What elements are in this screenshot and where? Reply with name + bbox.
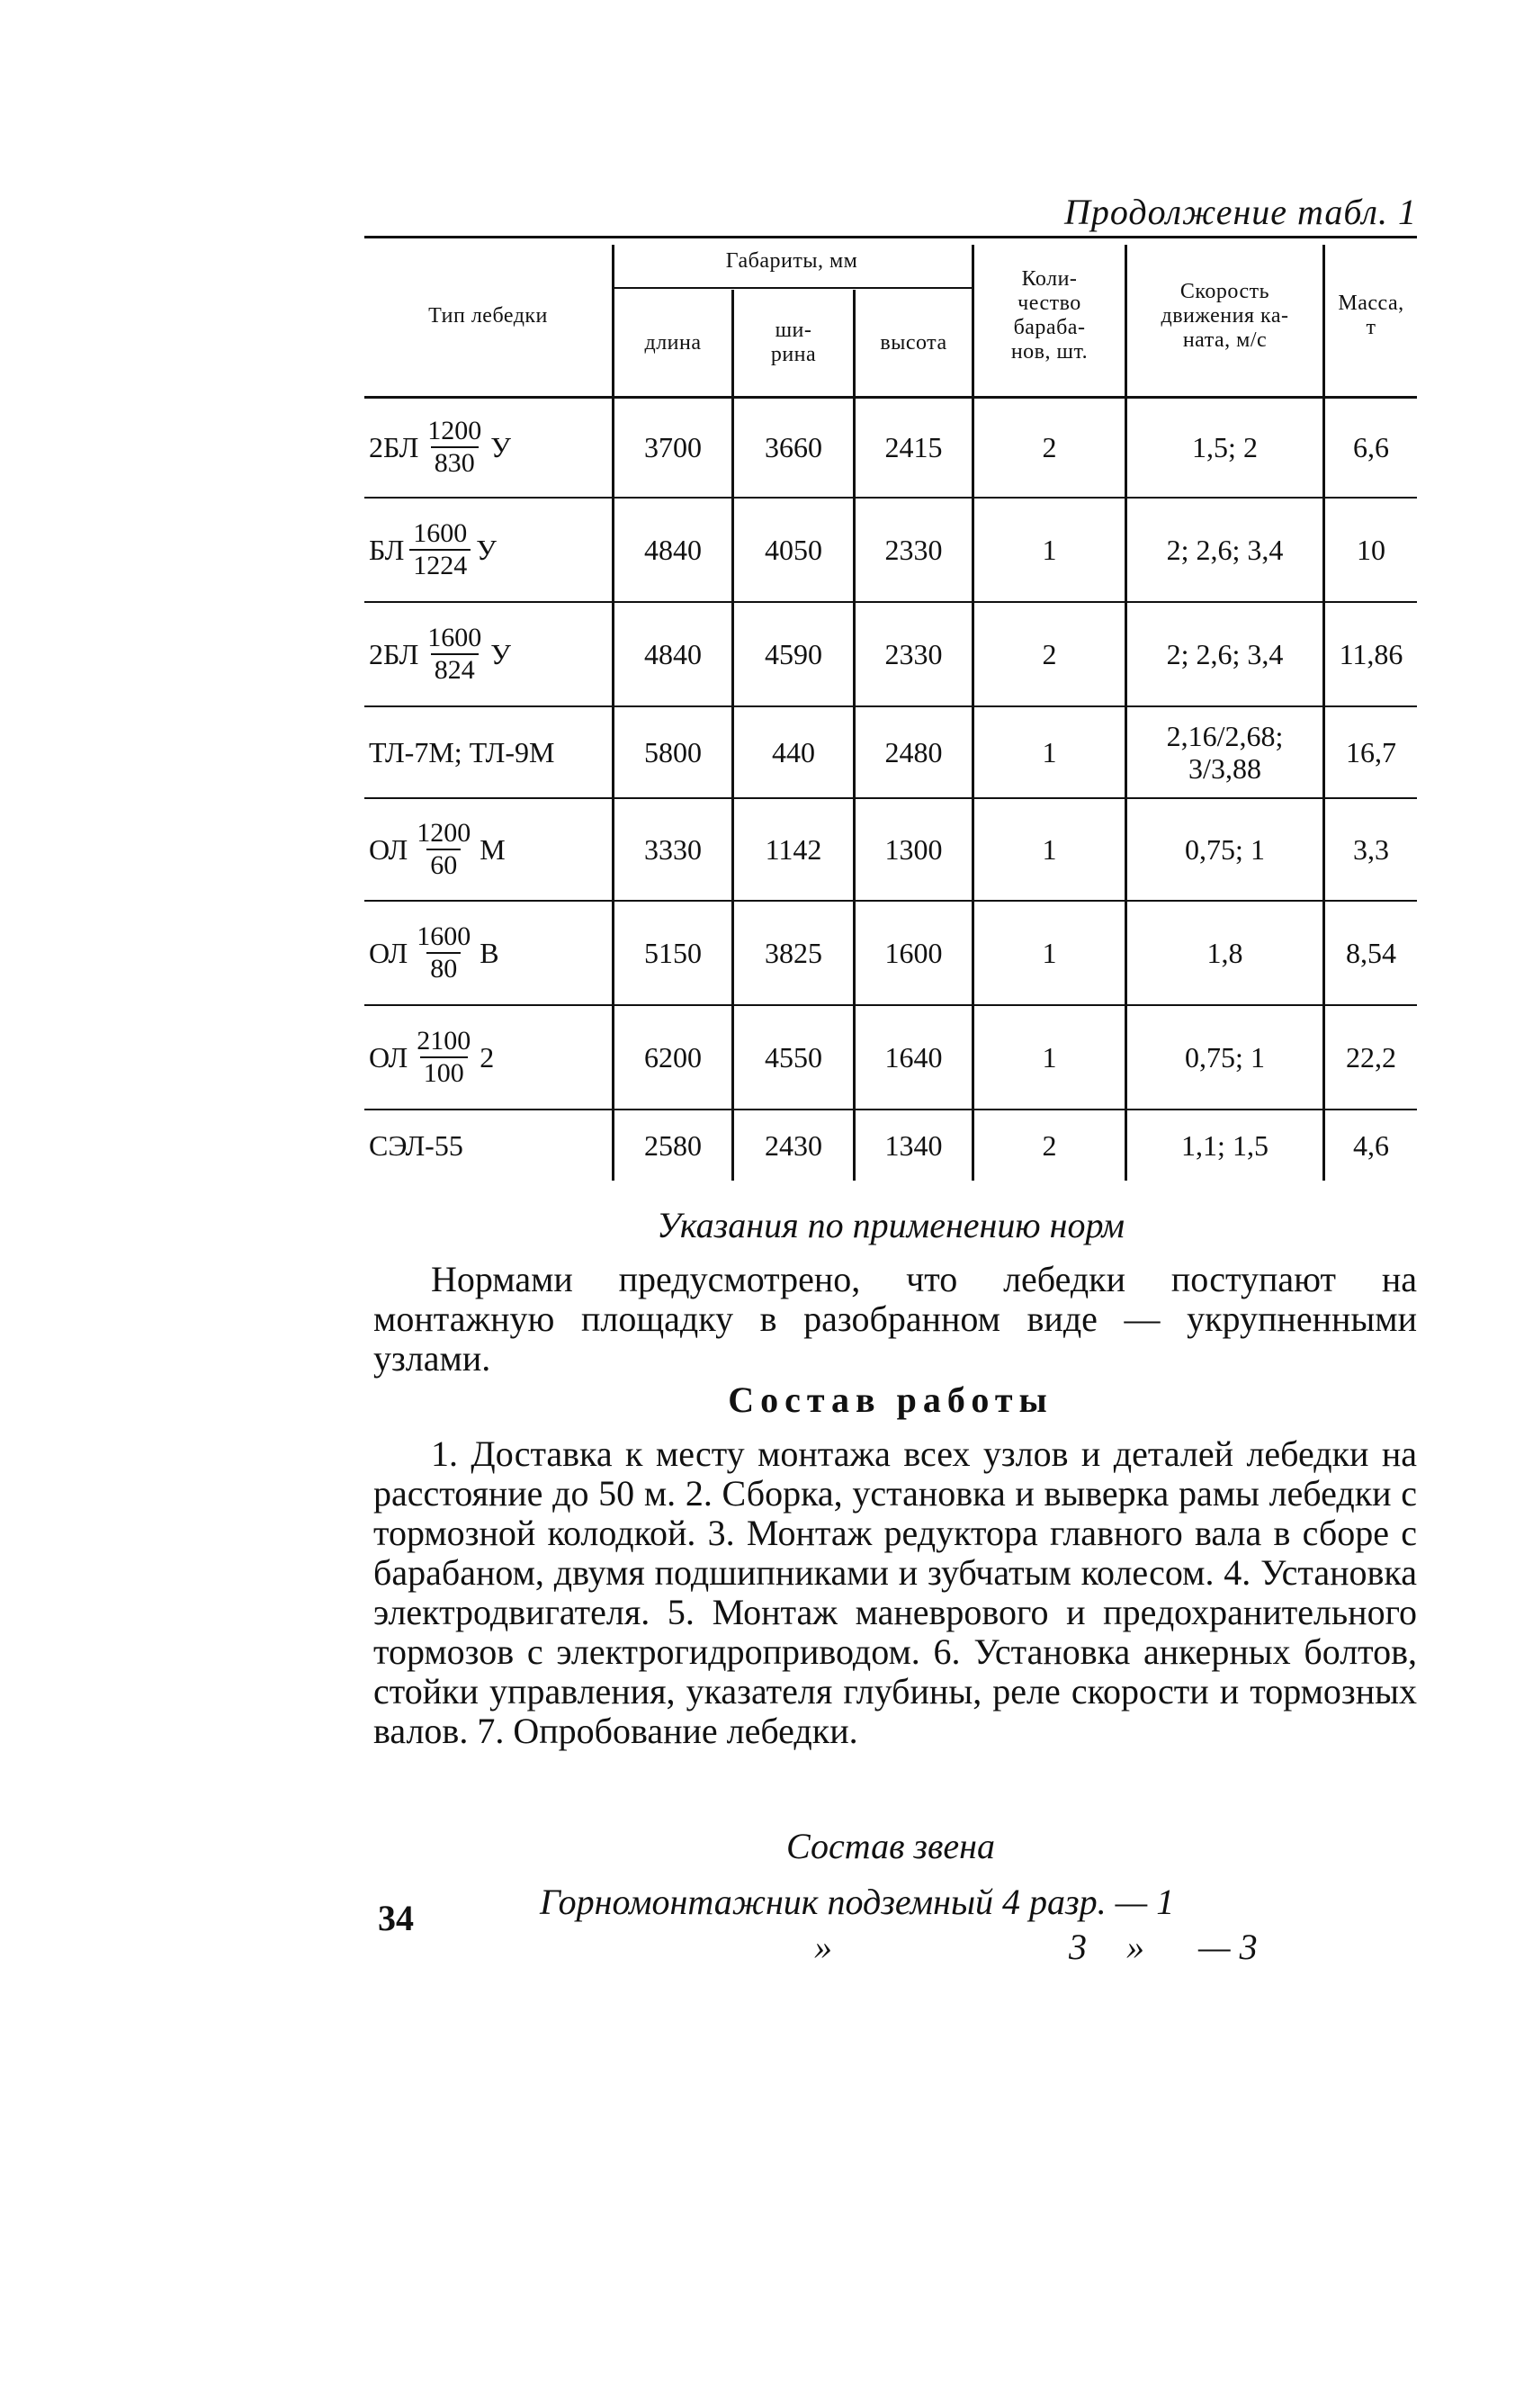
cell-width: 3825	[765, 936, 822, 969]
cell-drums: 2	[1042, 1128, 1057, 1162]
type-fraction	[413, 921, 474, 984]
cell-width: 4550	[765, 1040, 822, 1074]
fraction-numerator: 1600	[417, 921, 471, 951]
cell-height: 2330	[884, 637, 943, 670]
header-drums	[974, 236, 1125, 396]
type-fraction	[409, 518, 471, 581]
cell-speed: 0,75; 1	[1185, 832, 1265, 866]
fraction-numerator: 1600	[413, 518, 468, 548]
fraction-numerator: 2100	[417, 1026, 471, 1056]
fraction-denominator: 80	[426, 952, 461, 984]
header-mass	[1325, 236, 1417, 396]
cell-drums: 1	[1042, 1040, 1057, 1074]
crew-title: Состав звена	[785, 1826, 995, 1866]
cell-mass: 8,54	[1346, 936, 1396, 969]
table-row-type	[369, 1110, 612, 1181]
cell-length: 5150	[644, 936, 702, 969]
table-row-type	[369, 799, 612, 900]
type-suffix: В	[480, 936, 499, 969]
cell-mass: 10	[1357, 533, 1385, 566]
cell-height: 1640	[884, 1040, 943, 1074]
cell-length: 4840	[644, 637, 702, 670]
cell-height: 2415	[884, 430, 943, 463]
cell-drums: 1	[1042, 533, 1057, 566]
cell-length: 3700	[644, 430, 702, 463]
fraction-denominator: 1224	[409, 549, 471, 581]
cell-height: 1340	[884, 1128, 943, 1162]
cell-height: 2330	[884, 533, 943, 566]
fraction-numerator: 1200	[427, 416, 482, 445]
type-fraction	[413, 1026, 474, 1089]
header-height: высота	[880, 330, 947, 355]
fraction-denominator: 60	[426, 849, 461, 881]
cell-width: 3660	[765, 430, 822, 463]
table-row-type	[369, 603, 612, 705]
cell-mass: 3,3	[1353, 832, 1389, 866]
cell-height: 1600	[884, 936, 943, 969]
crew-count: — 3	[1198, 1927, 1258, 1967]
header-speed-line: движения ка-	[1161, 303, 1289, 328]
cell-drums: 1	[1042, 735, 1057, 768]
header-dimensions: Габариты, мм	[725, 249, 858, 273]
header-drums-line: чество	[1018, 292, 1081, 315]
type-prefix: БЛ	[369, 533, 405, 566]
winch-table	[364, 236, 1417, 1181]
cell-width: 440	[772, 735, 815, 768]
cell-height: 2480	[884, 735, 943, 768]
notes-title: Указания по применению норм	[657, 1205, 1125, 1245]
cell-speed: 1,8	[1206, 936, 1243, 969]
cell-speed	[1127, 707, 1322, 797]
cell-speed: 1,1; 1,5	[1181, 1128, 1269, 1162]
table-row-type	[369, 499, 612, 601]
work-composition-paragraph: 1. Доставка к месту монтажа всех узлов и деталей лебедки на расстояние до 50 м. 2. Сборка, установка и выверка рамы лебедки с тормозной колодкой. 3. Монтаж редуктора главного вала в сборе с барабаном, двумя подшипниками и зубчатым колесом. 4. Установка электродвигателя. 5. Монтаж маневрового и предохранительного тормозов с электрогидроприводом. 6. Установка анкерных болтов, стойки управления, указателя глубины, реле скорости и тормозных валов. 7. Опробование лебедки.	[373, 1433, 1417, 1751]
cell-width: 4590	[765, 637, 822, 670]
cell-mass: 4,6	[1353, 1128, 1389, 1162]
cell-drums: 1	[1042, 936, 1057, 969]
cell-width: 1142	[765, 832, 822, 866]
header-width-line: ши-	[775, 319, 812, 342]
cell-mass: 6,6	[1353, 430, 1389, 463]
header-type: Тип лебедки	[428, 303, 548, 328]
cell-width: 4050	[765, 533, 822, 566]
fraction-denominator: 824	[431, 653, 479, 686]
work-composition-title: Состав работы	[728, 1379, 1053, 1420]
header-width-line: рина	[770, 343, 817, 366]
fraction-numerator: 1600	[427, 623, 482, 652]
type-suffix: У	[490, 637, 511, 670]
cell-height: 1300	[884, 832, 943, 866]
crew-ditto-mark: »	[1126, 1927, 1144, 1967]
header-speed	[1127, 236, 1322, 396]
crew-line-1: Горномонтажник подземный 4 разр. — 1	[540, 1882, 1175, 1922]
type-suffix: У	[490, 430, 511, 463]
type-prefix: ОЛ	[369, 936, 408, 969]
table-row-type	[369, 902, 612, 1004]
cell-length: 4840	[644, 533, 702, 566]
cell-drums: 2	[1042, 430, 1057, 463]
type-suffix: 2	[480, 1040, 495, 1074]
header-mass-line: Масса,	[1338, 292, 1404, 315]
type-fraction	[413, 818, 474, 881]
header-drums-line: бараба-	[1013, 316, 1086, 339]
table-row-type	[369, 707, 612, 797]
header-length: длина	[644, 330, 702, 355]
cell-length: 2580	[644, 1128, 702, 1162]
notes-paragraph: Нормами предусмотрено, что лебедки поступают на монтажную площадку в разобранном виде — укрупненными узлами.	[373, 1259, 1417, 1379]
header-speed-line: ната, м/с	[1182, 328, 1268, 352]
dimensions-group-rule	[612, 287, 972, 289]
header-drums-line: нов, шт.	[1010, 340, 1089, 364]
header-speed-line: Скорость	[1179, 279, 1270, 303]
cell-mass: 11,86	[1339, 637, 1403, 670]
header-mass-line: т	[1366, 316, 1376, 339]
cell-speed: 2; 2,6; 3,4	[1166, 533, 1284, 566]
cell-length: 3330	[644, 832, 702, 866]
fraction-numerator: 1200	[417, 818, 471, 848]
fraction-denominator: 100	[420, 1056, 468, 1089]
cell-speed-line: 2,16/2,68;	[1166, 720, 1284, 752]
type-suffix: М	[480, 832, 506, 866]
type-name: ТЛ-7М; ТЛ-9М	[369, 735, 555, 768]
table-row-type	[369, 398, 612, 497]
type-suffix: У	[476, 533, 497, 566]
cell-speed-line: 3/3,88	[1188, 752, 1261, 785]
crew-grade: 3	[1069, 1927, 1087, 1967]
cell-mass: 22,2	[1346, 1040, 1396, 1074]
table-row-type	[369, 1006, 612, 1109]
crew-ditto-mark: »	[814, 1927, 832, 1967]
type-prefix: 2БЛ	[369, 637, 419, 670]
cell-speed: 0,75; 1	[1185, 1040, 1265, 1074]
type-name: СЭЛ-55	[369, 1128, 463, 1162]
cell-length: 6200	[644, 1040, 702, 1074]
cell-speed: 2; 2,6; 3,4	[1166, 637, 1284, 670]
cell-length: 5800	[644, 735, 702, 768]
cell-width: 2430	[765, 1128, 822, 1162]
cell-drums: 2	[1042, 637, 1057, 670]
header-drums-line: Коли-	[1021, 267, 1078, 291]
cell-speed: 1,5; 2	[1192, 430, 1258, 463]
page-number: 34	[378, 1898, 414, 1938]
fraction-denominator: 830	[431, 446, 479, 479]
type-prefix: 2БЛ	[369, 430, 419, 463]
type-prefix: ОЛ	[369, 1040, 408, 1074]
table-continuation-label: Продолжение табл. 1	[1063, 192, 1417, 232]
type-fraction	[424, 623, 485, 686]
type-prefix: ОЛ	[369, 832, 408, 866]
header-width	[734, 290, 853, 396]
cell-mass: 16,7	[1346, 735, 1396, 768]
type-fraction	[424, 416, 485, 479]
cell-drums: 1	[1042, 832, 1057, 866]
